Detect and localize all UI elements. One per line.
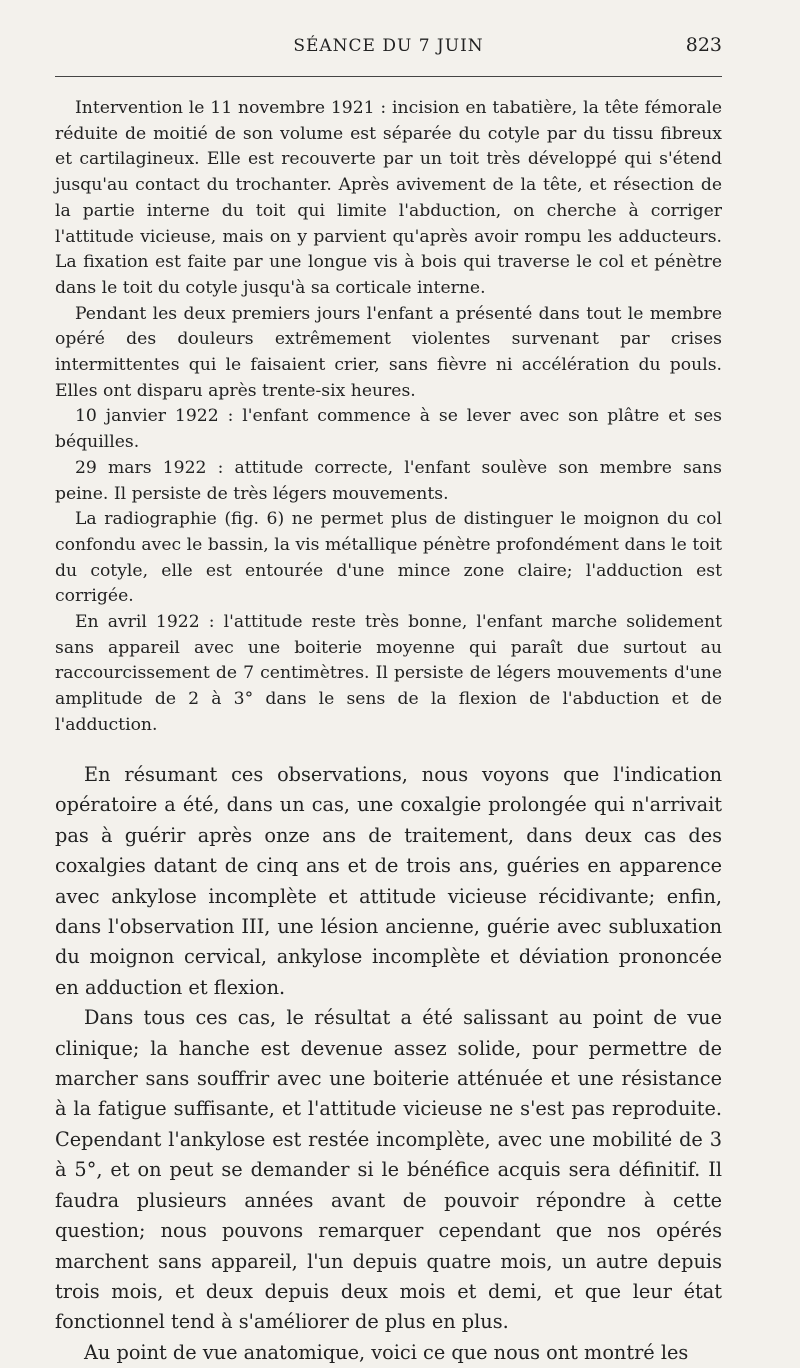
case-report-text [55,96,722,739]
header-rule [55,76,722,77]
paragraph: 10 janvier 1922 : l'enfant commence à se lever avec son plâtre et ses béquilles. [55,406,722,453]
page-number: 823 [685,34,722,56]
paragraph: 29 mars 1922 : attitude correcte, l'enfant soulève son membre sans peine. Il persiste de très légers mouvements. [55,457,722,504]
paragraph: Dans tous ces cas, le résultat a été salissant au point de vue clinique; la hanche est devenue assez solide, pour permettre de marcher sans souffrir avec une boiterie atténuée et une résistance à la fatigue suffisante, et l'attitude vicieuse ne s'est pas reproduite. Cependant l'ankylose est restée incomplète, avec une mobilité de 3 à 5°, et on peut se demander si le bénéfice acquis sera définitif. Il faudra plusieurs années avant de pouvoir répondre à cette question; nous pouvons remarquer cependant que nos opérés marchent sans appareil, l'un depuis quatre mois, un autre depuis trois mois, et deux depuis deux mois et demi, et que leur état fonctionnel tend à s'améliorer de plus en plus. [55,1006,722,1334]
paragraph: La radiographie (fig. 6) ne permet plus de distinguer le moignon du col confondu avec le bassin, la vis métallique pénètre profondément dans le toit du cotyle, elle est entourée d'une mince zone claire; l'adduction est corrigée. [55,509,722,607]
paragraph: Au point de vue anatomique, voici ce que nous ont montré les [84,1340,689,1364]
page-header [55,30,722,64]
paragraph: Pendant les deux premiers jours l'enfant a présenté dans tout le membre opéré des douleurs extrêmement violentes survenant par crises intermittentes qui le faisaient crier, sans fièvre ni accélération du pouls. Elles ont disparu après trente-six heures. [55,303,722,401]
body-text [55,760,722,1368]
running-title: SÉANCE DU 7 JUIN [293,36,484,56]
paragraph: Intervention le 11 novembre 1921 : incision en tabatière, la tête fémorale réduite de moitié de son volume est séparée du cotyle par du tissu fibreux et cartilagineux. Elle est recouverte par un toit très développé qui s'étend jusqu'au contact du trochanter. Après avivement de la tête, et résection de la partie interne du toit qui limite l'abduction, on cherche à corriger l'attitude vicieuse, mais on y parvient qu'après avoir rompu les adducteurs. La fixation est faite par une longue vis à bois qui traverse le col et pénètre dans le toit du cotyle jusqu'à sa corticale interne. [55,98,722,298]
paragraph: En avril 1922 : l'attitude reste très bonne, l'enfant marche solidement sans appareil avec une boiterie moyenne qui paraît due surtout au raccourcissement de 7 centimètres. Il persiste de légers mouvements d'une amplitude de 2 à 3° dans le sens de la flexion de l'abduction et de l'adduction. [55,612,722,735]
paragraph: En résumant ces observations, nous voyons que l'indication opératoire a été, dans un cas, une coxalgie prolongée qui n'arrivait pas à guérir après onze ans de traitement, dans deux cas des coxalgies datant de cinq ans et de trois ans, guéries en apparence avec ankylose incomplète et attitude vicieuse récidivante; enfin, dans l'observation III, une lésion ancienne, guérie avec subluxation du moignon cervical, ankylose incomplète et déviation prononcée en adduction et flexion. [55,763,722,999]
